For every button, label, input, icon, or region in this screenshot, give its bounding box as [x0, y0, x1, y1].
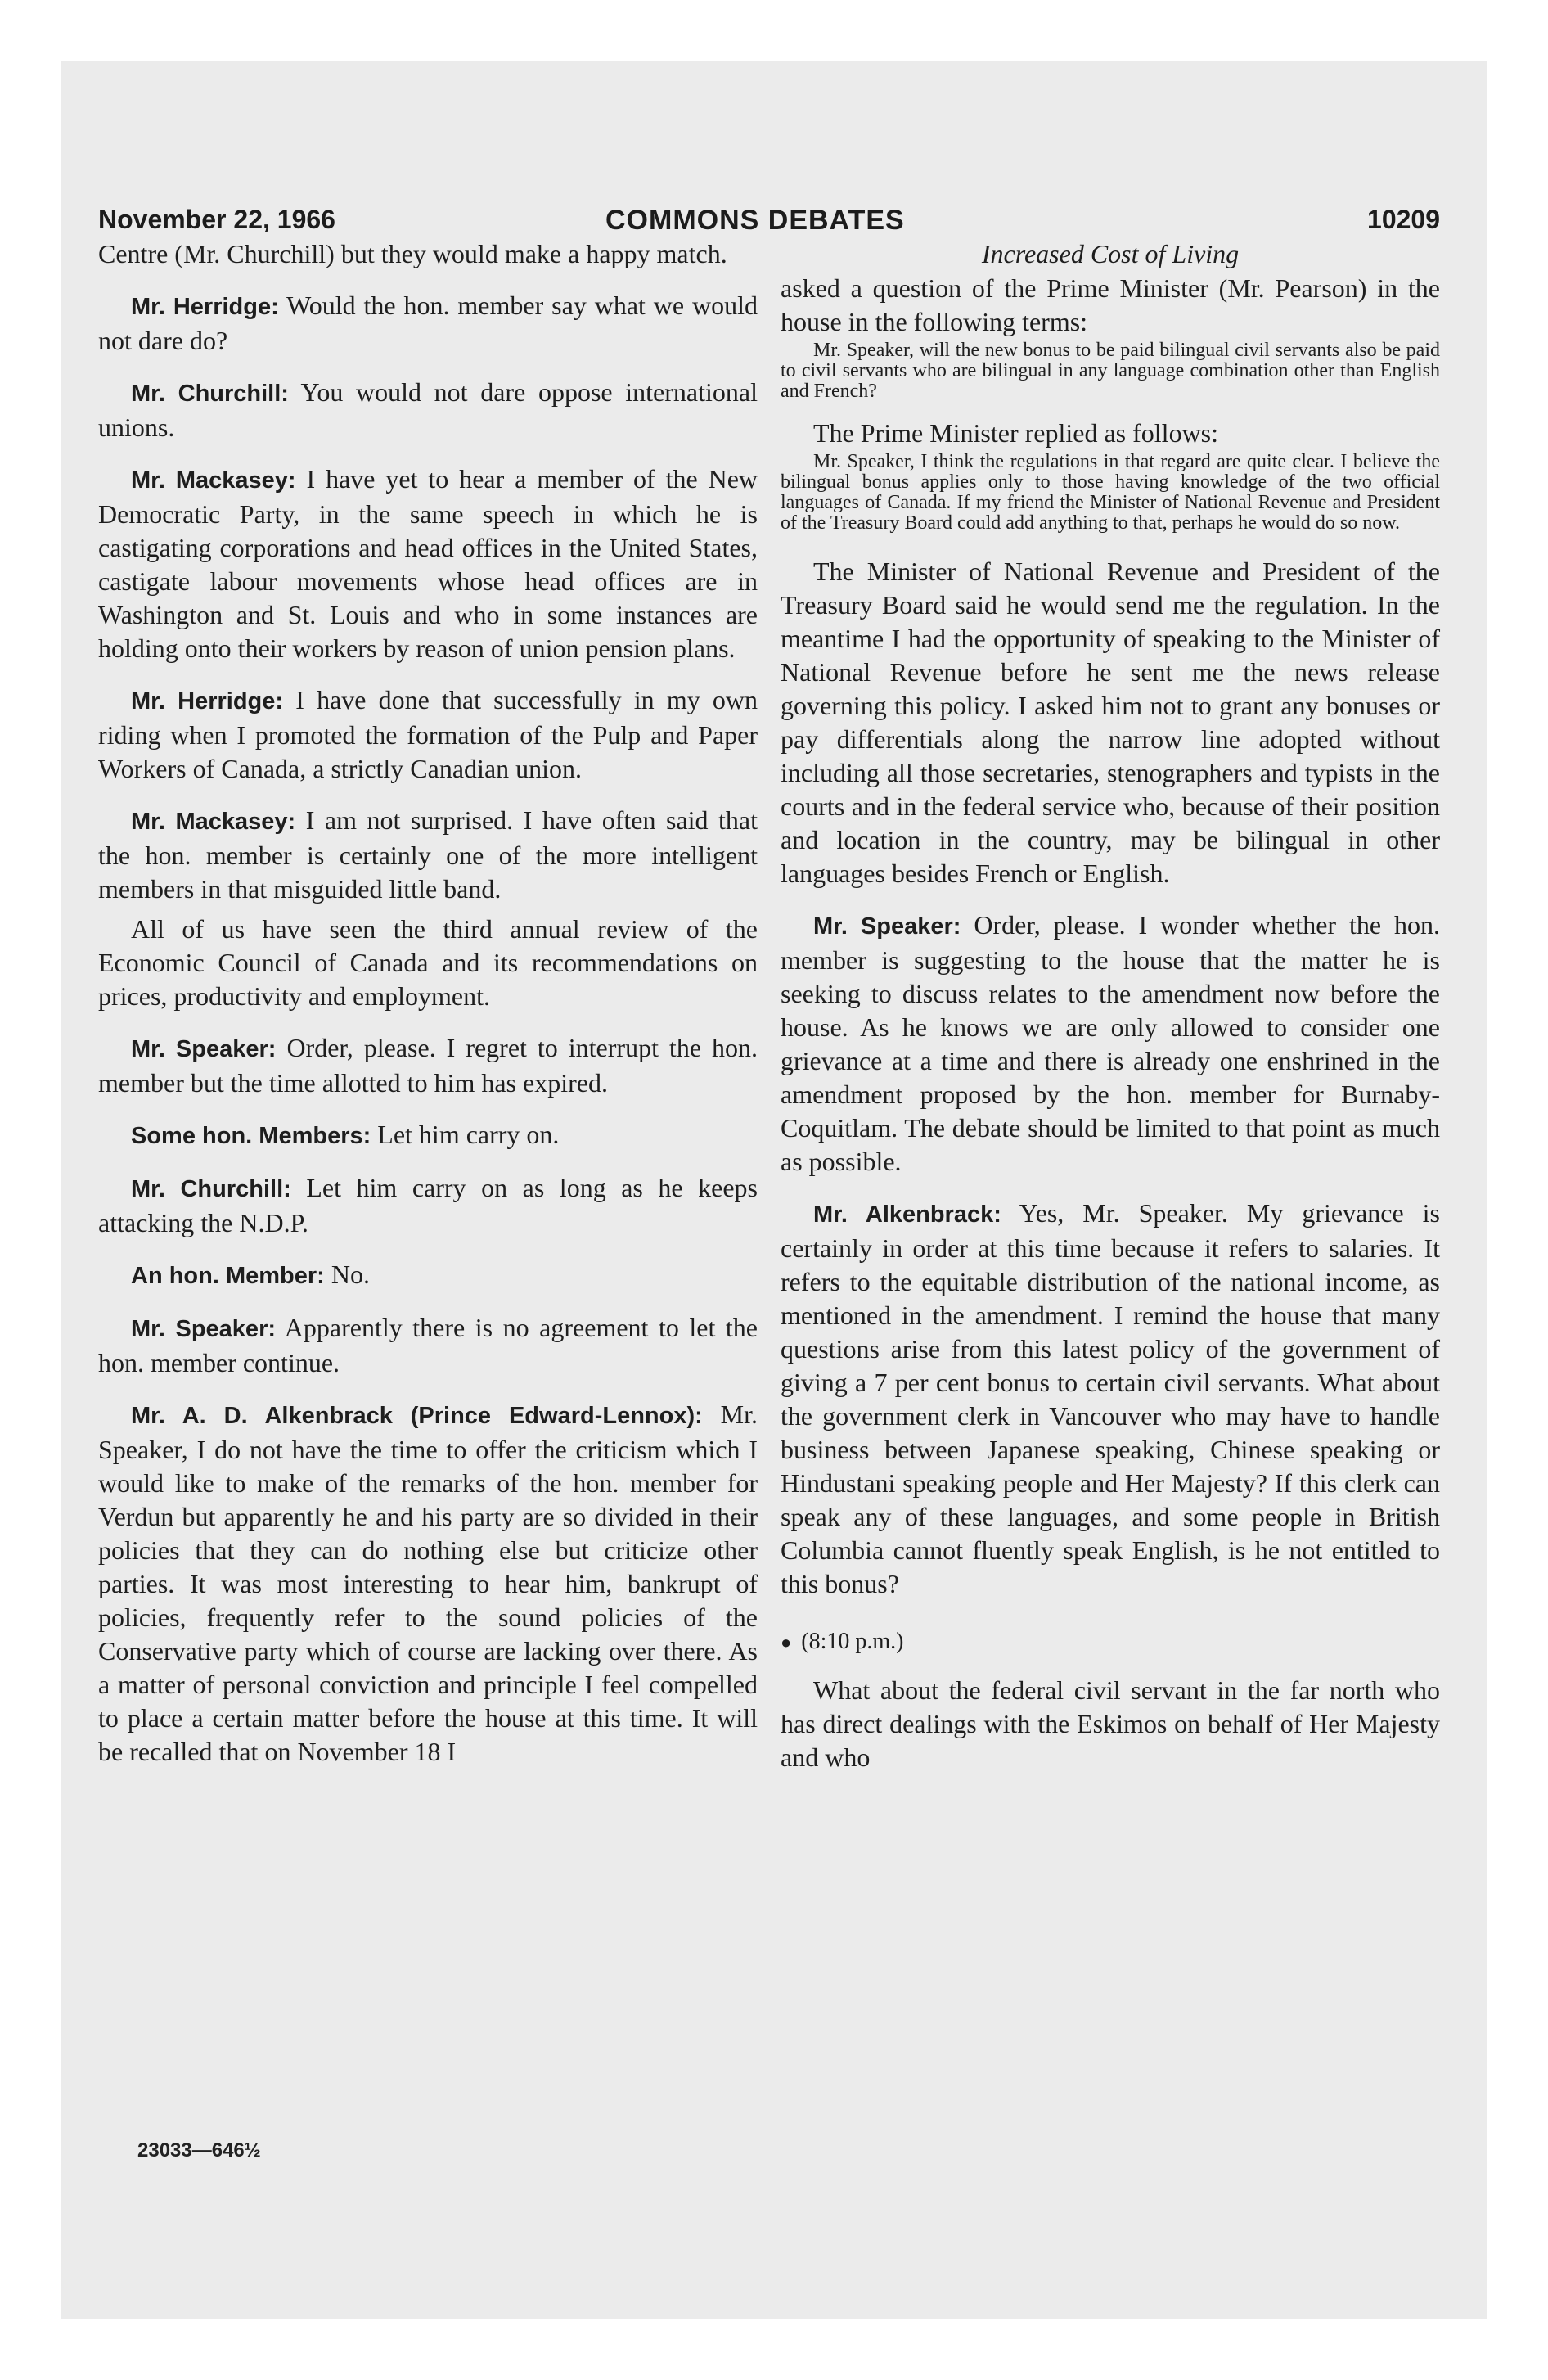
- speech-paragraph: Some hon. Members: Let him carry on.: [131, 1120, 560, 1149]
- speech-paragraph: Mr. Herridge: I have done that successfully in my own riding when I promoted the formation of the Pulp and Paper Workers of Canada, a strictly Canadian union.: [98, 685, 758, 783]
- paragraph: What about the federal civil servant in the far north who has direct dealings with the Eskimos on behalf of Her Majesty and who: [781, 1675, 1440, 1772]
- speech-paragraph: Mr. Mackasey: I have yet to hear a member of the New Democratic Party, in the same speech in which he is castigating corporations and head offices in the United States, castigate labour movements whose head offices are in Washington and St. Louis and who in some instances are holding onto their workers by reason of union pension plans.: [98, 464, 758, 663]
- speech-paragraph: Mr. Churchill: You would not dare oppose international unions.: [98, 377, 758, 442]
- time-marker: ● (8:10 p.m.): [781, 1629, 904, 1654]
- header-date: November 22, 1966: [98, 205, 335, 234]
- speech-paragraph: Mr. Speaker: Apparently there is no agreement to let the hon. member continue.: [98, 1313, 758, 1377]
- header-title: COMMONS DEBATES: [605, 205, 905, 236]
- paragraph: The Minister of National Revenue and President of the Treasury Board said he would send me the regulation. In the meantime I had the opportunity of speaking to the Minister of National Revenue before he sent me the news release governing this policy. I asked him not to grant any bonuses or pay differentials along the narrow line adopted without including all those secretaries, stenographers and typists in the courts and in the federal service who, because of their position and location in the country, may be bilingual in other languages besides French or English.: [781, 557, 1440, 888]
- speech-paragraph: Mr. A. D. Alkenbrack (Prince Edward-Lennox): Mr. Speaker, I do not have the time to offer the criticism which I would like to make of the remarks of the hon. member for Verdun but apparently he and his party are so divided in their policies that they can do nothing else but criticize other parties. It was most interesting to hear him, bankrupt of policies, frequently refer to the sound policies of the Conservative party which of course are lacking over there. As a matter of personal conviction and principle I feel compelled to place a certain matter before the house at this time. It will be recalled that on November 18 I: [98, 1400, 758, 1766]
- speech-paragraph: Mr. Mackasey: I am not surprised. I have often said that the hon. member is certainly one of the more intelligent members in that misguided little band.: [98, 805, 758, 904]
- section-subheading: Increased Cost of Living: [981, 239, 1240, 268]
- speaker-name: Mr. Speaker:: [813, 913, 961, 940]
- bullet-icon: ●: [781, 1632, 792, 1652]
- right-column: [781, 237, 1440, 1774]
- paragraph: Centre (Mr. Churchill) but they would make a happy match.: [98, 239, 727, 268]
- paragraph: asked a question of the Prime Minister (Mr. Pearson) in the house in the following terms:: [781, 273, 1440, 336]
- speech-paragraph: Mr. Speaker: Order, please. I regret to interrupt the hon. member but the time allotted to him has expired.: [98, 1033, 758, 1098]
- speaker-name: Mr. Speaker:: [131, 1316, 277, 1342]
- speech-paragraph: Mr. Alkenbrack: Yes, Mr. Speaker. My grievance is certainly in order at this time because it refers to salaries. It refers to the equitable distribution of the national income, as mentioned in the amendment. I remind the house that many questions arise from this latest policy of the government of giving a 7 per cent bonus to certain civil servants. What about the government clerk in Vancouver who may have to handle business between Japanese speaking, Chinese speaking or Hindustani speaking people and Her Majesty? If this clerk can speak any of these languages, and some people in British Columbia cannot fluently speak English, is he not entitled to this bonus?: [781, 1198, 1441, 1598]
- speaker-name: Mr. Herridge:: [131, 688, 284, 714]
- speaker-name: An hon. Member:: [131, 1263, 325, 1289]
- speaker-name: Mr. Mackasey:: [131, 467, 296, 494]
- speaker-name: Mr. Alkenbrack:: [813, 1201, 1001, 1228]
- speech-paragraph: Mr. Churchill: Let him carry on as long as he keeps attacking the N.D.P.: [98, 1173, 758, 1237]
- header-page-number: 10209: [1367, 205, 1440, 234]
- speaker-name: Mr. Churchill:: [131, 1176, 291, 1202]
- quoted-question: Mr. Speaker, will the new bonus to be paid bilingual civil servants also be paid to civil servants who are bilingual in any language combination other than English and French?: [781, 340, 1440, 402]
- speech-paragraph: Mr. Herridge: Would the hon. member say what we would not dare do?: [98, 291, 758, 355]
- paragraph: All of us have seen the third annual review of the Economic Council of Canada and its recommendations on prices, productivity and employment.: [98, 914, 758, 1011]
- quoted-reply: Mr. Speaker, I think the regulations in that regard are quite clear. I believe the bilingual bonus applies only to those having knowledge of the two official languages of Canada. If my friend the Minister of National Revenue and President of the Treasury Board could add anything to that, perhaps he would do so now.: [781, 451, 1440, 534]
- speaker-name: Mr. A. D. Alkenbrack (Prince Edward-Lennox):: [131, 1403, 703, 1429]
- footer-code: 23033—646½: [137, 2139, 261, 2161]
- speaker-name: Mr. Herridge:: [131, 294, 279, 320]
- left-column: [98, 237, 758, 1769]
- paragraph: The Prime Minister replied as follows:: [813, 418, 1219, 448]
- speaker-name: Some hon. Members:: [131, 1123, 371, 1149]
- speech-paragraph: Mr. Speaker: Order, please. I wonder whether the hon. member is suggesting to the house that the matter he is seeking to discuss relates to the amendment now before the house. As he knows we are only allowed to consider one grievance at a time and there is already one enshrined in the amendment proposed by the hon. member for Burnaby-Coquitlam. The debate should be limited to that point as much as possible.: [781, 910, 1440, 1176]
- speaker-name: Mr. Churchill:: [131, 381, 289, 407]
- speaker-name: Mr. Mackasey:: [131, 809, 296, 835]
- speech-paragraph: An hon. Member: No.: [131, 1260, 370, 1289]
- speaker-name: Mr. Speaker:: [131, 1036, 277, 1062]
